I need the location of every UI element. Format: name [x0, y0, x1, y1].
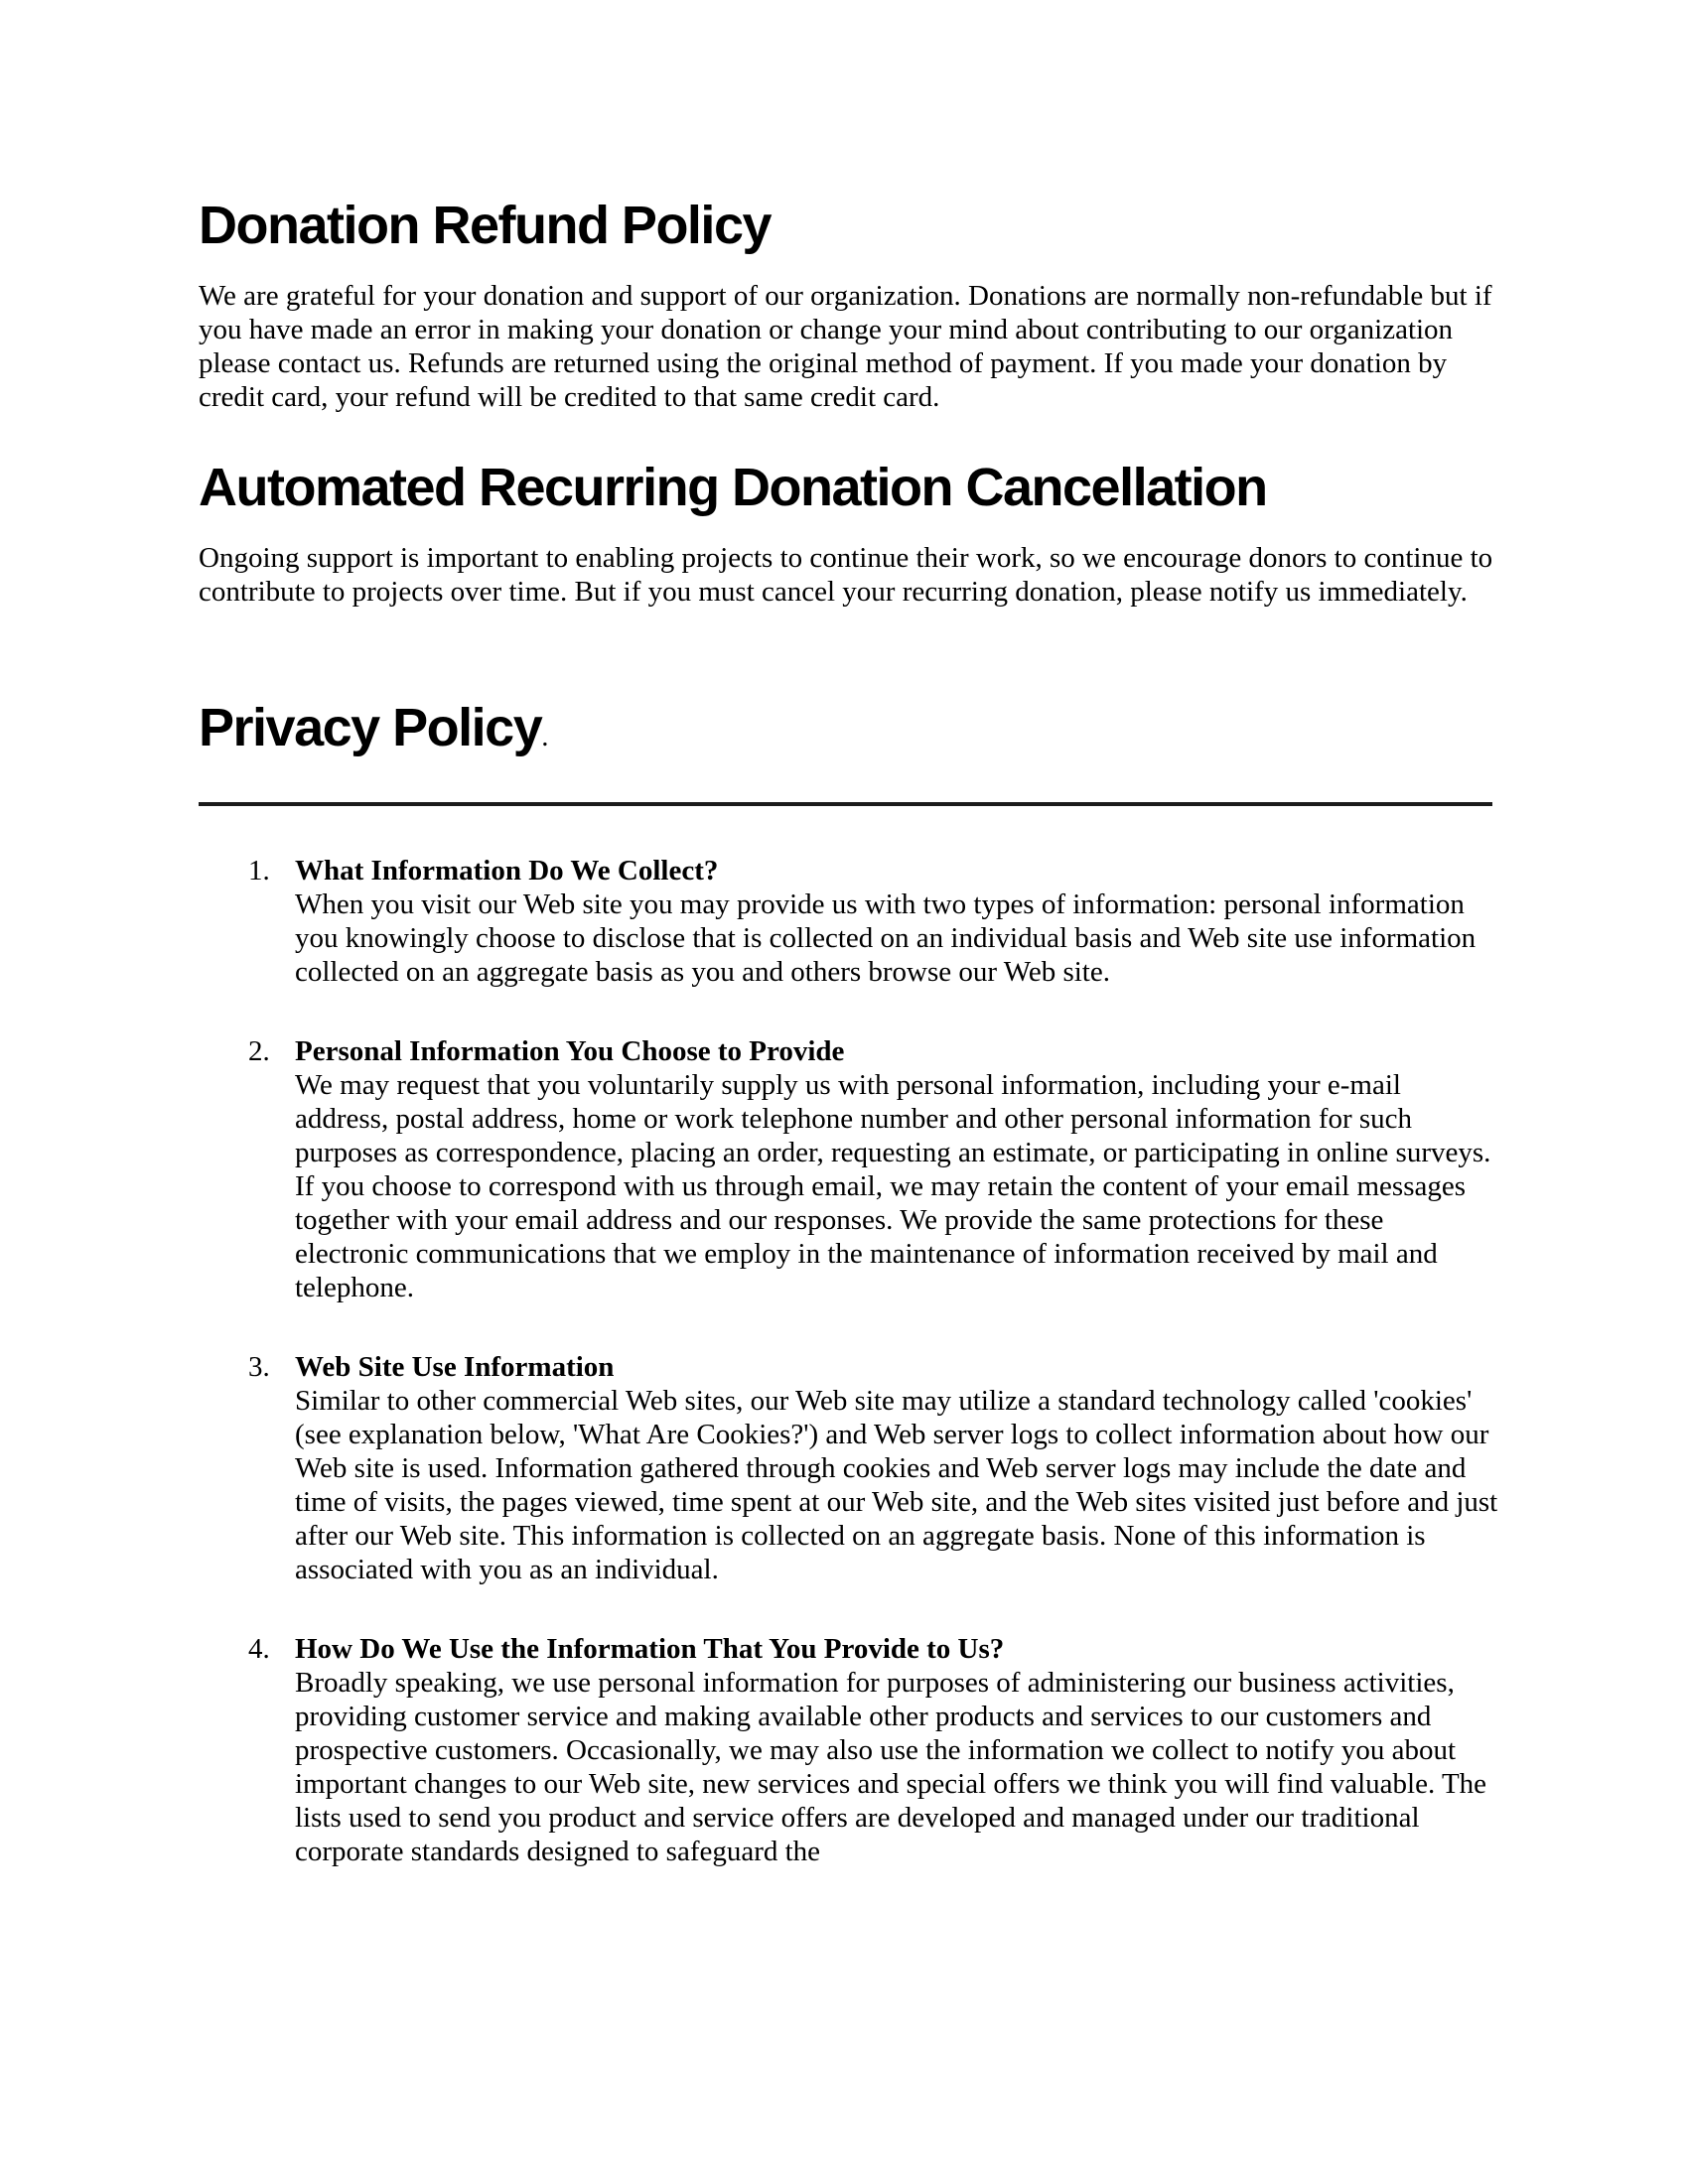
- list-item-title: Web Site Use Information: [295, 1351, 615, 1383]
- privacy-list-item-4: [199, 1632, 1499, 1868]
- list-item-number: 1.: [248, 855, 270, 887]
- privacy-heading-period: .: [541, 721, 549, 752]
- privacy-list-item-2: [199, 1034, 1499, 1304]
- list-item-body: We may request that you voluntarily supply us with personal information, including your e-mail address, postal address, home or work telephone number and other personal information for such purposes as correspondence, placing an order, requesting an estimate, or participating in online surveys. If you choose to correspond with us through email, we may retain the content of your email messages together with your email address and our responses. We provide the same protections for these electronic communications that we employ in the maintenance of information received by mail and telephone.: [295, 1069, 1491, 1303]
- donation-refund-policy-paragraph: We are grateful for your donation and support of our organization. Donations are normally non-refundable but if you have made an error in making your donation or change your mind about contributing to our organization please contact us. Refunds are returned using the original method of payment. If you made your donation by credit card, your refund will be credited to that same credit card.: [199, 280, 1492, 413]
- list-item-number: 4.: [248, 1633, 270, 1665]
- privacy-policy-heading-text: Privacy Policy: [199, 698, 542, 757]
- list-item-body: Broadly speaking, we use personal information for purposes of administering our business activities, providing customer service and making available other products and services to our customers and prospective customers. Occasionally, we may also use the information we collect to notify you about important changes to our Web site, new services and special offers we think you will find valuable. The lists used to send you product and service offers are developed and managed under our traditional corporate standards designed to safeguard the: [295, 1667, 1487, 1867]
- list-item-number: 2.: [248, 1035, 270, 1067]
- privacy-list-item-3: [199, 1350, 1499, 1586]
- donation-refund-policy-heading: Donation Refund Policy: [199, 196, 772, 255]
- list-item-title: Personal Information You Choose to Provide: [295, 1035, 845, 1067]
- section-divider-rule: [199, 802, 1492, 806]
- privacy-policy-list: [199, 854, 1499, 1868]
- recurring-cancellation-paragraph: Ongoing support is important to enabling projects to continue their work, so we encourage donors to continue to contribute to projects over time. But if you must cancel your recurring donation, please notify us immediately.: [199, 542, 1493, 608]
- list-item-number: 3.: [248, 1351, 270, 1383]
- list-item-title: What Information Do We Collect?: [295, 855, 719, 887]
- list-item-body: When you visit our Web site you may provide us with two types of information: personal information you knowingly choose to disclose that is collected on an individual basis and Web site use information collected on an aggregate basis as you and others browse our Web site.: [295, 888, 1477, 988]
- privacy-list-item-1: [199, 854, 1499, 989]
- recurring-cancellation-heading: Automated Recurring Donation Cancellation: [199, 458, 1267, 517]
- list-item-body: Similar to other commercial Web sites, our Web site may utilize a standard technology called 'cookies' (see explanation below, 'What Are Cookies?') and Web server logs to collect information about how our Web site is used. Information gathered through cookies and Web server logs may include the date and time of visits, the pages viewed, time spent at our Web site, and the Web sites visited just before and just after our Web site. This information is collected on an aggregate basis. None of this information is associated with you as an individual.: [295, 1385, 1498, 1585]
- privacy-policy-heading: [199, 696, 1499, 768]
- list-item-title: How Do We Use the Information That You Provide to Us?: [295, 1633, 1005, 1665]
